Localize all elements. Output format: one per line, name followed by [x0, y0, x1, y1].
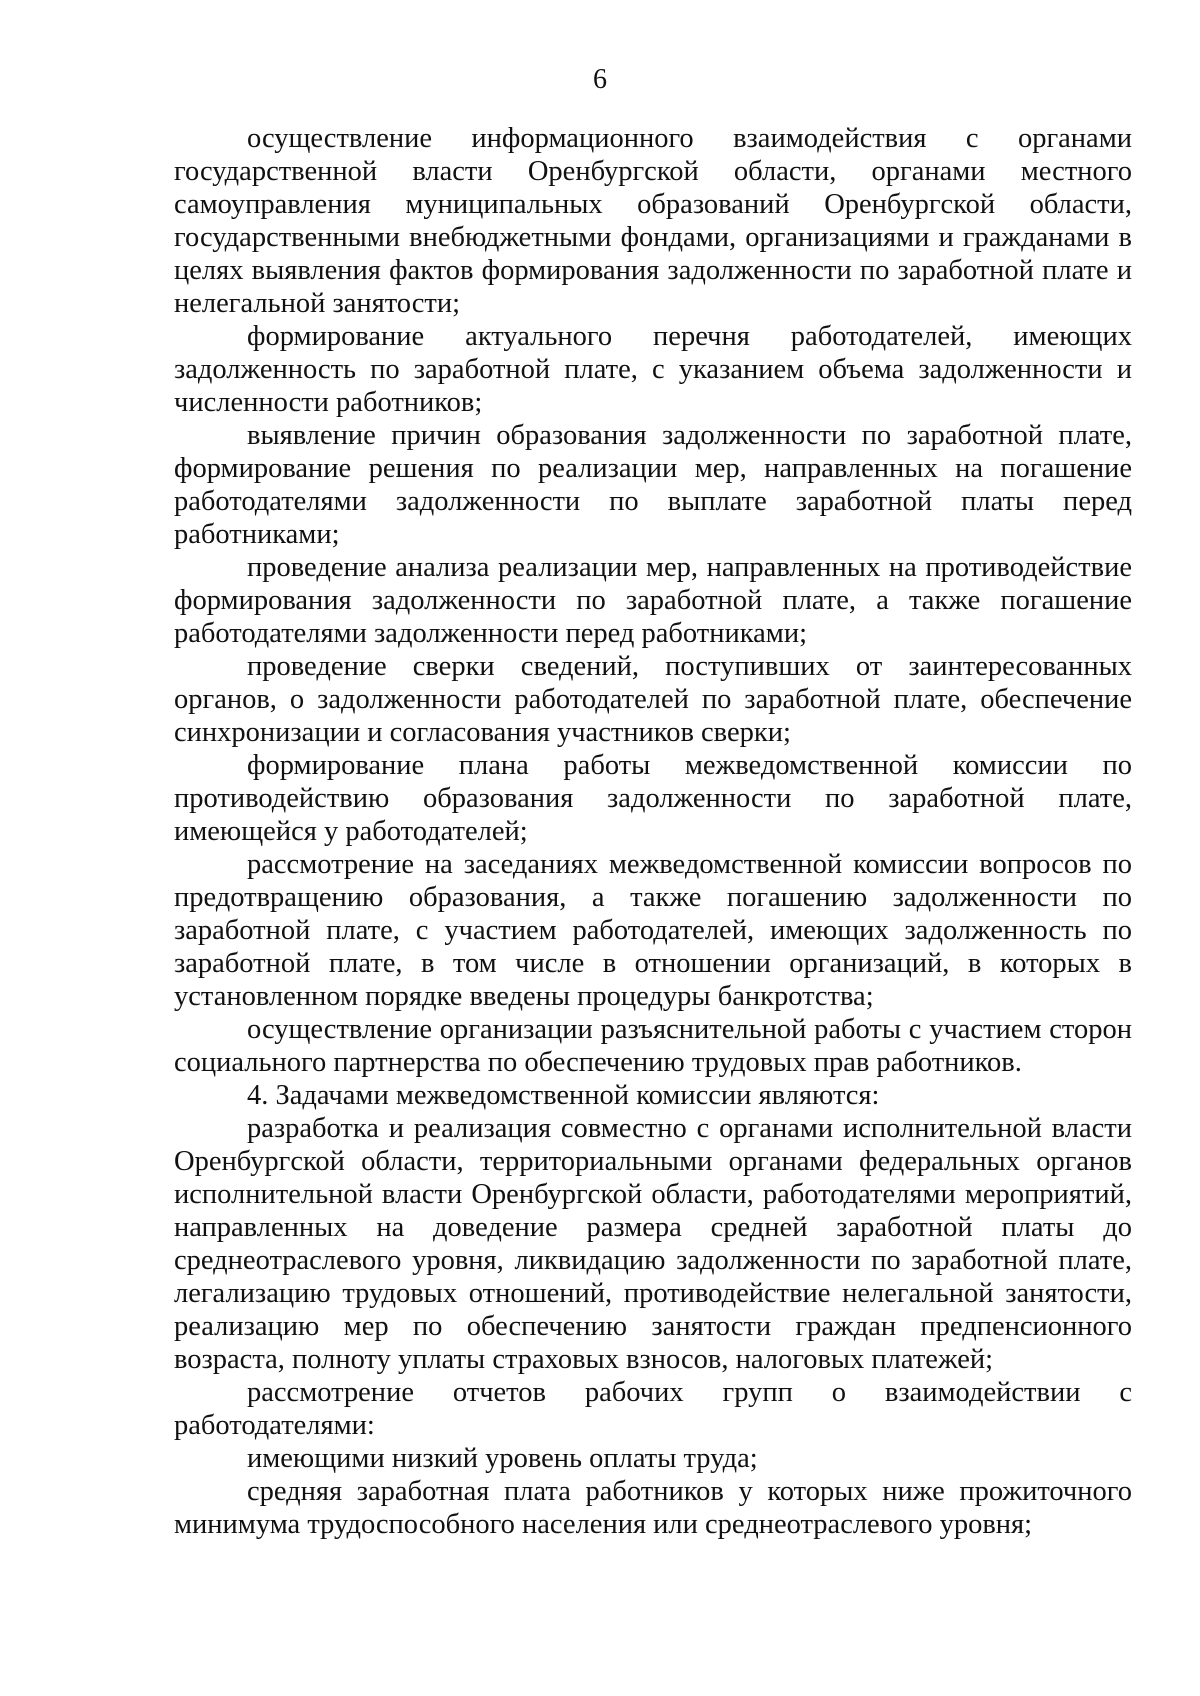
- paragraph-joint-measures: разработка и реализация совместно с органами исполнительной власти Оренбургской области, территориальными органами федеральных органов исполнительной власти Оренбургской области, работодателями мероприятий, направленных на доведение размера средней заработной платы до среднеотраслевого уровня, ликвидацию задолженности по заработной плате, легализацию трудовых отношений, противодействие нелегальной занятости, реализацию мер по обеспечению занятости граждан предпенсионного возраста, полноту уплаты страховых взносов, налоговых платежей;: [174, 1113, 1132, 1375]
- page-number: 6: [593, 64, 607, 95]
- document-body: [174, 122, 1132, 1541]
- paragraph-meeting-review: рассмотрение на заседаниях межведомственной комиссии вопросов по предотвращению образования, а также погашению задолженности по заработной плате, с участием работодателей, имеющих задолженность по заработной плате, в том числе в отношении организаций, в которых в установленном порядке введены процедуры банкротства;: [174, 849, 1132, 1012]
- paragraph-below-minimum-wage: средняя заработная плата работников у которых ниже прожиточного минимума трудоспособного населения или среднеотраслевого уровня;: [174, 1476, 1132, 1540]
- paragraph-low-pay-employers: имеющими низкий уровень оплаты труда;: [247, 1443, 758, 1474]
- paragraph-employer-list: формирование актуального перечня работодателей, имеющих задолженность по заработной плате, с указанием объема задолженности и численности работников;: [174, 321, 1132, 418]
- paragraph-commission-plan: формирование плана работы межведомственной комиссии по противодействию образования задолженности по заработной плате, имеющейся у работодателей;: [174, 750, 1132, 847]
- paragraph-info-interaction: осуществление информационного взаимодействия с органами государственной власти Оренбургской области, органами местного самоуправления муниципальных образований Оренбургской области, государственными внебюджетными фондами, организациями и гражданами в целях выявления фактов формирования задолженности по заработной плате и нелегальной занятости;: [174, 123, 1132, 319]
- paragraph-data-reconciliation: проведение сверки сведений, поступивших от заинтересованных органов, о задолженности работодателей по заработной плате, обеспечение синхронизации и согласования участников сверки;: [174, 651, 1132, 748]
- paragraph-working-group-reports: рассмотрение отчетов рабочих групп о взаимодействии с работодателями:: [174, 1377, 1132, 1441]
- paragraph-debt-causes: выявление причин образования задолженности по заработной плате, формирование решения по реализации мер, направленных на погашение работодателями задолженности по выплате заработной платы перед работниками;: [174, 420, 1132, 550]
- paragraph-explanatory-work: осуществление организации разъяснительной работы с участием сторон социального партнерства по обеспечению трудовых прав работников.: [174, 1014, 1132, 1078]
- paragraph-section-4-heading: 4. Задачами межведомственной комиссии являются:: [247, 1080, 880, 1111]
- paragraph-measures-analysis: проведение анализа реализации мер, направленных на противодействие формирования задолженности по заработной плате, а также погашение работодателями задолженности перед работниками;: [174, 552, 1132, 649]
